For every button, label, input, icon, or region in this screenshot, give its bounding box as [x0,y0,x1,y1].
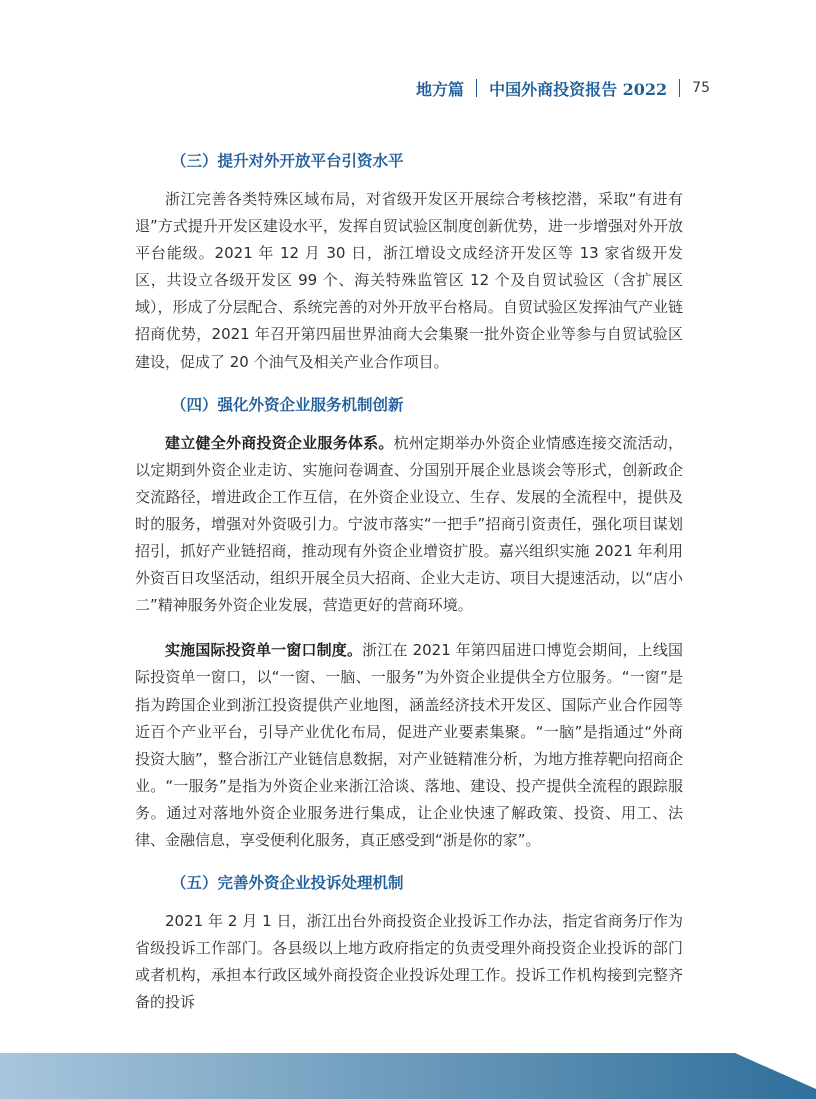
page-number: 75 [692,80,710,96]
footer-band-shape [0,1053,816,1099]
page-header [416,74,710,102]
section-heading: （三）提升对外开放平台引资水平 [171,152,404,170]
paragraph-text: 浙江完善各类特殊区域布局，对省级开发区开展综合考核挖潜，采取“有进有退”方式提升开发区建设水平，发挥自贸试验区制度创新优势，进一步增强对外开放平台能级。2021 年 12 月 30 日，浙江增设文成经济开发区等 13 家省级开发区，共设立各级开发区 99 个、海关特殊监管区 12 个及自贸试验区（含扩展区域），形成了分层配合、系统完善的对外开放平台格局。自贸试验区发挥油气产业链招商优势，2021 年召开第四届世界油商大会集聚一批外资企业等参与自贸试验区建设，促成了 20 个油气及相关产业合作项目。 [135,190,683,371]
paragraph-lead: 实施国际投资单一窗口制度。 [165,641,363,660]
header-divider [679,79,680,97]
body-paragraph [135,637,683,854]
paragraph-text: 杭州定期举办外资企业情感连接交流活动，以定期到外资企业走访、实施问卷调查、分国别开展企业恳谈会等形式，创新政企交流路径，增进政企工作互信，在外资企业设立、生存、发展的全流程中，提供及时的服务，增强对外资吸引力。宁波市落实“一把手”招商引资责任，强化项目谋划招引，抓好产业链招商，推动现有外资企业增资扩股。嘉兴组织实施 2021 年利用外资百日攻坚活动，组织开展全员大招商、企业大走访、项目大提速活动，以“店小二”精神服务外资企业发展，营造更好的营商环境。 [135,433,683,615]
paragraph-text: 2021 年 2 月 1 日，浙江出台外商投资企业投诉工作办法，指定省商务厅作为省级投诉工作部门。各县级以上地方政府指定的负责受理外商投资企业投诉的部门或者机构，承担本行政区域外商投资企业投诉处理工作。投诉工作机构接到完整齐备的投诉 [135,912,683,1012]
paragraph-lead: 建立健全外商投资企业服务体系。 [165,433,394,452]
body-paragraph [135,430,683,620]
body-paragraph [135,908,683,1016]
header-section-label: 地方篇 [416,79,465,99]
header-divider [476,79,477,97]
section-heading: （四）强化外资企业服务机制创新 [171,395,404,414]
header-report-title: 中国外商投资报告 2022 [489,79,668,99]
paragraph-text: 浙江在 2021 年第四届进口博览会期间，上线国际投资单一窗口，以“一窗、一脑、一服务”为外资企业提供全方位服务。“一窗”是指为跨国企业到浙江投资提供产业地图，涵盖经济技术开发区、国际产业合作园等近百个产业平台，引导产业优化布局，促进产业要素集聚。“一脑”是指通过“外商投资大脑”，整合浙江产业链信息数据，对产业链精准分析，为地方推荐靶向招商企业。“一服务”是指为外资企业来浙江洽谈、落地、建设、投产提供全流程的跟踪服务。通过对落地外资企业服务进行集成，让企业快速了解政策、投资、用工、法律、金融信息，享受便利化服务，真正感受到“浙是你的家”。 [135,641,683,849]
footer-band [0,1053,816,1099]
body-paragraph [135,186,683,376]
section-heading: （五）完善外资企业投诉处理机制 [171,874,404,893]
page-body [135,150,683,1034]
